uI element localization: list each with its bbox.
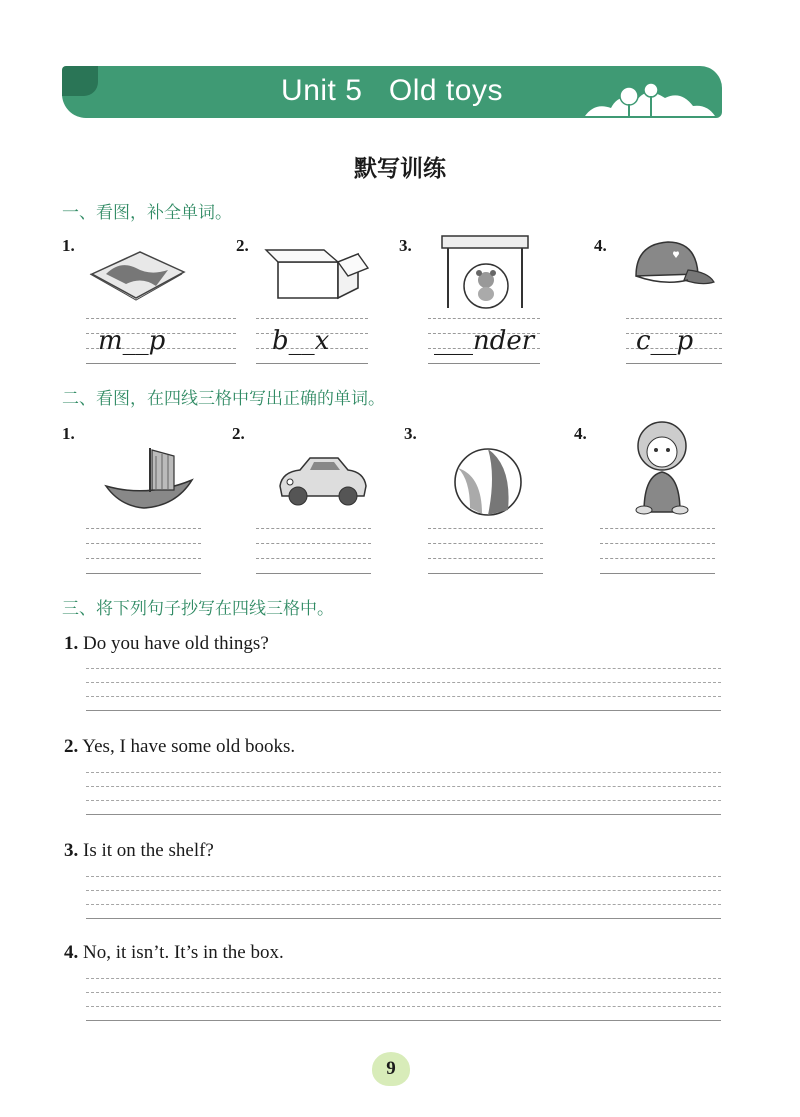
s1-item2-word: b__x [272, 326, 330, 356]
doll-icon [622, 416, 704, 516]
bear-under-desk-icon [440, 234, 530, 310]
s2-item1-grid[interactable] [86, 528, 201, 574]
s3-sentence4 [64, 942, 284, 964]
s3-sentence2-grid[interactable] [86, 772, 721, 816]
s3-sentence2-text: Yes, I have some old books. [82, 736, 296, 757]
section3-heading: 三、将下列句子抄写在四线三格中。 [62, 599, 334, 619]
cap-icon [628, 236, 716, 294]
s3-sentence3-grid[interactable] [86, 876, 721, 920]
page-title: 默写训练 [354, 156, 446, 182]
banner-fold [62, 66, 98, 96]
s3-sentence1-grid[interactable] [86, 668, 721, 712]
s1-item3-number: 3. [399, 236, 412, 255]
s2-item2-grid[interactable] [256, 528, 371, 574]
s1-item4-word: c__p [636, 326, 694, 356]
toy-car-icon [276, 452, 368, 508]
section1-heading: 一、看图，补全单词。 [62, 203, 232, 223]
tree-cloud-icon [585, 76, 715, 118]
s2-item4-grid[interactable] [600, 528, 715, 574]
s1-item1-word: m__p [98, 326, 166, 356]
s3-sentence4-text: No, it isn’t. It’s in the box. [83, 942, 284, 963]
s2-item3-grid[interactable] [428, 528, 543, 574]
s2-item4-number: 4. [574, 424, 587, 443]
page-number: 9 [372, 1052, 410, 1086]
s2-item3-number: 3. [404, 424, 417, 443]
s1-item2-number: 2. [236, 236, 249, 255]
map-icon [86, 246, 186, 302]
s1-item3-word: ___nder [434, 326, 535, 356]
s3-sentence2-number: 2. [64, 736, 79, 757]
s3-sentence1-number: 1. [64, 633, 79, 654]
s3-sentence4-grid[interactable] [86, 978, 721, 1022]
s3-sentence3 [64, 840, 214, 862]
s2-item2-number: 2. [232, 424, 245, 443]
boat-icon [104, 446, 194, 512]
s3-sentence3-text: Is it on the shelf? [83, 840, 214, 861]
s1-item4-number: 4. [594, 236, 607, 255]
s3-sentence3-number: 3. [64, 840, 79, 861]
s3-sentence2 [64, 736, 295, 758]
s3-sentence4-number: 4. [64, 942, 79, 963]
s1-item1-number: 1. [62, 236, 75, 255]
s3-sentence1-text: Do you have old things? [83, 633, 269, 654]
section2-heading: 二、看图，在四线三格中写出正确的单词。 [62, 389, 385, 409]
ball-icon [452, 446, 524, 518]
unit-title: Unit 5 Old toys [281, 74, 503, 107]
s3-sentence1 [64, 633, 269, 655]
s2-item1-number: 1. [62, 424, 75, 443]
box-icon [264, 244, 370, 302]
